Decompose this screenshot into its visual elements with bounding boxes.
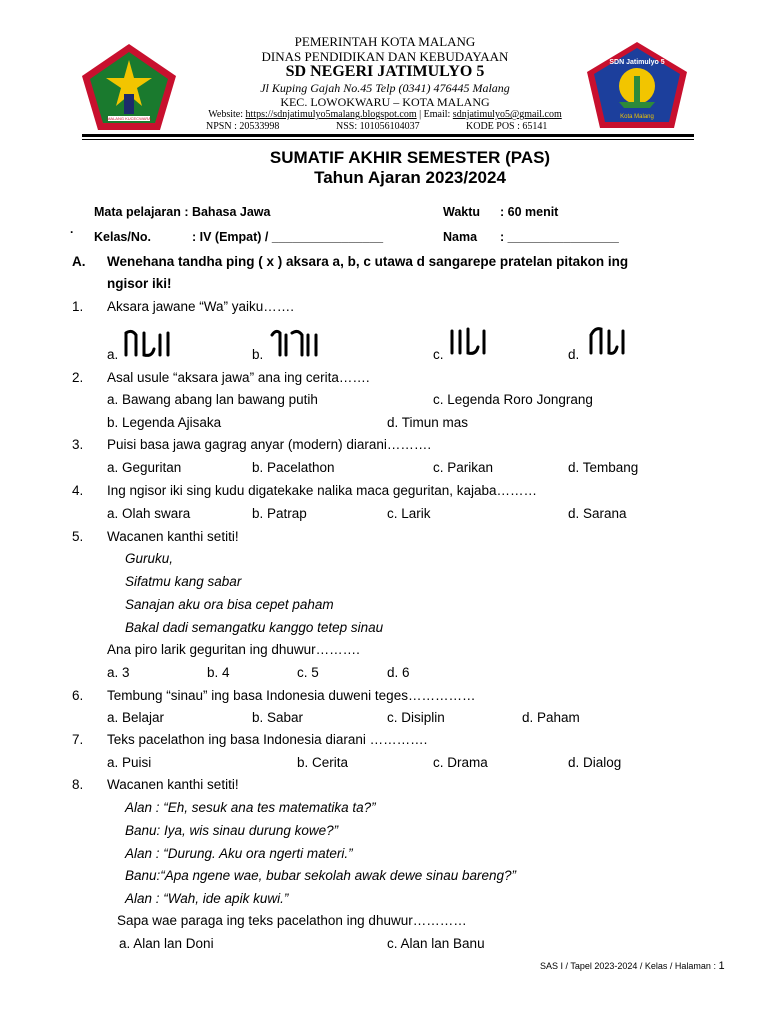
logo-kota-malang [80, 42, 178, 132]
website-line [175, 109, 595, 120]
q5-option-b[interactable]: b. 4 [207, 665, 230, 680]
poem-line: Sanajan aku ora bisa cepet paham [125, 597, 334, 612]
email-label: | Email: [419, 109, 451, 120]
svg-text:MALANG KUCECWARA: MALANG KUCECWARA [107, 116, 151, 121]
section-instruction-2: ngisor iki! [107, 276, 172, 291]
svg-text:Kota Malang: Kota Malang [620, 114, 654, 120]
q4-text: Ing ngisor iki sing kudu digatekake nalika maca geguritan, kajaba……… [107, 483, 537, 498]
q1-text: Aksara jawane “Wa” yaiku……. [107, 299, 295, 314]
section-instruction-1: Wenehana tandha ping ( x ) aksara a, b, c utawa d sangarepe pratelan pitakon ing [107, 254, 629, 269]
q7-text: Teks pacelathon ing basa Indonesia diarani …………. [107, 732, 428, 747]
section-letter: A. [72, 254, 86, 269]
subject-label: Mata pelajaran : Bahasa Jawa [94, 205, 271, 219]
page-number: 1 [718, 960, 725, 972]
q2-option-b[interactable]: b. Legenda Ajisaka [107, 415, 222, 430]
q3-option-b[interactable]: b. Pacelathon [252, 460, 335, 475]
time-value: : 60 menit [500, 205, 559, 219]
exam-year: Tahun Ajaran 2023/2024 [314, 168, 506, 187]
q1-number: 1. [72, 299, 84, 314]
divider-thick [82, 134, 694, 137]
q2-option-d[interactable]: d. Timun mas [387, 415, 469, 430]
q2-number: 2. [72, 370, 84, 385]
q4-option-b[interactable]: b. Patrap [252, 506, 307, 521]
q8-option-c[interactable]: c. Alan lan Banu [387, 936, 485, 951]
q6-option-b[interactable]: b. Sabar [252, 710, 304, 725]
q7-option-a[interactable]: a. Puisi [107, 755, 152, 770]
dialog-line: Banu: Iya, wis sinau durung kowe?” [125, 823, 339, 838]
dialog-line: Alan : “Wah, ide apik kuwi.” [125, 891, 289, 906]
school-name: SD NEGERI JATIMULYO 5 [285, 63, 485, 80]
q5-text: Wacanen kanthi setiti! [107, 529, 239, 544]
q8-text: Wacanen kanthi setiti! [107, 777, 239, 792]
q3-number: 3. [72, 437, 84, 452]
page-footer [540, 960, 725, 972]
svg-text:SDN Jatimulyo 5: SDN Jatimulyo 5 [609, 59, 665, 66]
q5-option-c[interactable]: c. 5 [297, 665, 319, 680]
website-link[interactable]: https://sdnjatimulyo5malang.blogspot.com [245, 109, 417, 120]
q5-number: 5. [72, 529, 84, 544]
q6-option-a[interactable]: a. Belajar [107, 710, 165, 725]
header-line1: PEMERINTAH KOTA MALANG [294, 34, 476, 49]
q8-option-a[interactable]: a. Alan lan Doni [119, 936, 214, 951]
q7-option-b[interactable]: b. Cerita [297, 755, 349, 770]
q5-option-d[interactable]: d. 6 [387, 665, 410, 680]
q6-number: 6. [72, 688, 84, 703]
dialog-line: Alan : “Eh, sesuk ana tes matematika ta?” [125, 800, 376, 815]
npsn: NPSN : 20533998 [206, 121, 280, 132]
kode-pos: KODE POS : 65141 [466, 121, 548, 132]
q1-option-d[interactable]: d. [568, 347, 580, 362]
q1-option-c[interactable]: c. [433, 347, 444, 362]
bullet-mark: · [70, 225, 74, 239]
poem-line: Sifatmu kang sabar [125, 574, 242, 589]
q5-question: Ana piro larik geguritan ing dhuwur………. [107, 642, 360, 657]
javanese-glyph-a [120, 327, 176, 364]
q7-number: 7. [72, 732, 84, 747]
q8-question: Sapa wae paraga ing teks pacelathon ing dhuwur………… [117, 913, 467, 928]
header-line2: DINAS PENDIDIKAN DAN KEBUDAYAAN [261, 49, 509, 64]
dialog-line: Alan : “Durung. Aku ora ngerti materi.” [125, 846, 353, 861]
q5-option-a[interactable]: a. 3 [107, 665, 130, 680]
school-address: Jl Kuping Gajah No.45 Telp (0341) 476445 Malang [260, 81, 510, 95]
email-link[interactable]: sdnjatimulyo5@gmail.com [452, 109, 562, 120]
q7-option-c[interactable]: c. Drama [433, 755, 488, 770]
footer-text: SAS I / Tapel 2023-2024 / Kelas / Halaman : [540, 961, 716, 971]
q3-option-d[interactable]: d. Tembang [568, 460, 639, 475]
name-field[interactable]: : ________________ [500, 230, 619, 244]
class-field[interactable]: : IV (Empat) / ________________ [192, 230, 384, 244]
divider-thin [82, 139, 694, 140]
q8-number: 8. [72, 777, 84, 792]
q3-option-c[interactable]: c. Parikan [433, 460, 494, 475]
school-district: KEC. LOWOKWARU – KOTA MALANG [280, 95, 490, 109]
time-label: Waktu [443, 205, 481, 219]
name-label: Nama [443, 230, 478, 244]
q7-option-d[interactable]: d. Dialog [568, 755, 622, 770]
q6-option-d[interactable]: d. Paham [522, 710, 580, 725]
logo-sdn-jatimulyo [584, 40, 690, 132]
q1-option-a[interactable]: a. [107, 347, 119, 362]
q4-option-c[interactable]: c. Larik [387, 506, 431, 521]
class-label: Kelas/No. [94, 230, 151, 244]
q3-option-a[interactable]: a. Geguritan [107, 460, 182, 475]
q4-number: 4. [72, 483, 84, 498]
q2-text: Asal usule “aksara jawa” ana ing cerita……. [107, 370, 370, 385]
q6-option-c[interactable]: c. Disiplin [387, 710, 445, 725]
javanese-glyph-d [585, 325, 631, 362]
javanese-glyph-c [446, 325, 492, 362]
q1-option-b[interactable]: b. [252, 347, 264, 362]
q2-option-c[interactable]: c. Legenda Roro Jongrang [433, 392, 593, 407]
q2-option-a[interactable]: a. Bawang abang lan bawang putih [107, 392, 318, 407]
q3-text: Puisi basa jawa gagrag anyar (modern) diarani………. [107, 437, 432, 452]
exam-title: SUMATIF AKHIR SEMESTER (PAS) [269, 148, 551, 167]
dialog-line: Banu:“Apa ngene wae, bubar sekolah awak dewe sinau bareng?” [125, 868, 517, 883]
q6-text: Tembung “sinau” ing basa Indonesia duweni teges…………… [107, 688, 476, 703]
website-label: Website: [208, 109, 244, 120]
poem-line: Bakal dadi semangatku kanggo tetep sinau [125, 620, 384, 635]
javanese-glyph-b [268, 327, 324, 364]
poem-line: Guruku, [125, 551, 174, 566]
nss: NSS: 101056104037 [336, 121, 420, 132]
q4-option-d[interactable]: d. Sarana [568, 506, 627, 521]
q4-option-a[interactable]: a. Olah swara [107, 506, 191, 521]
